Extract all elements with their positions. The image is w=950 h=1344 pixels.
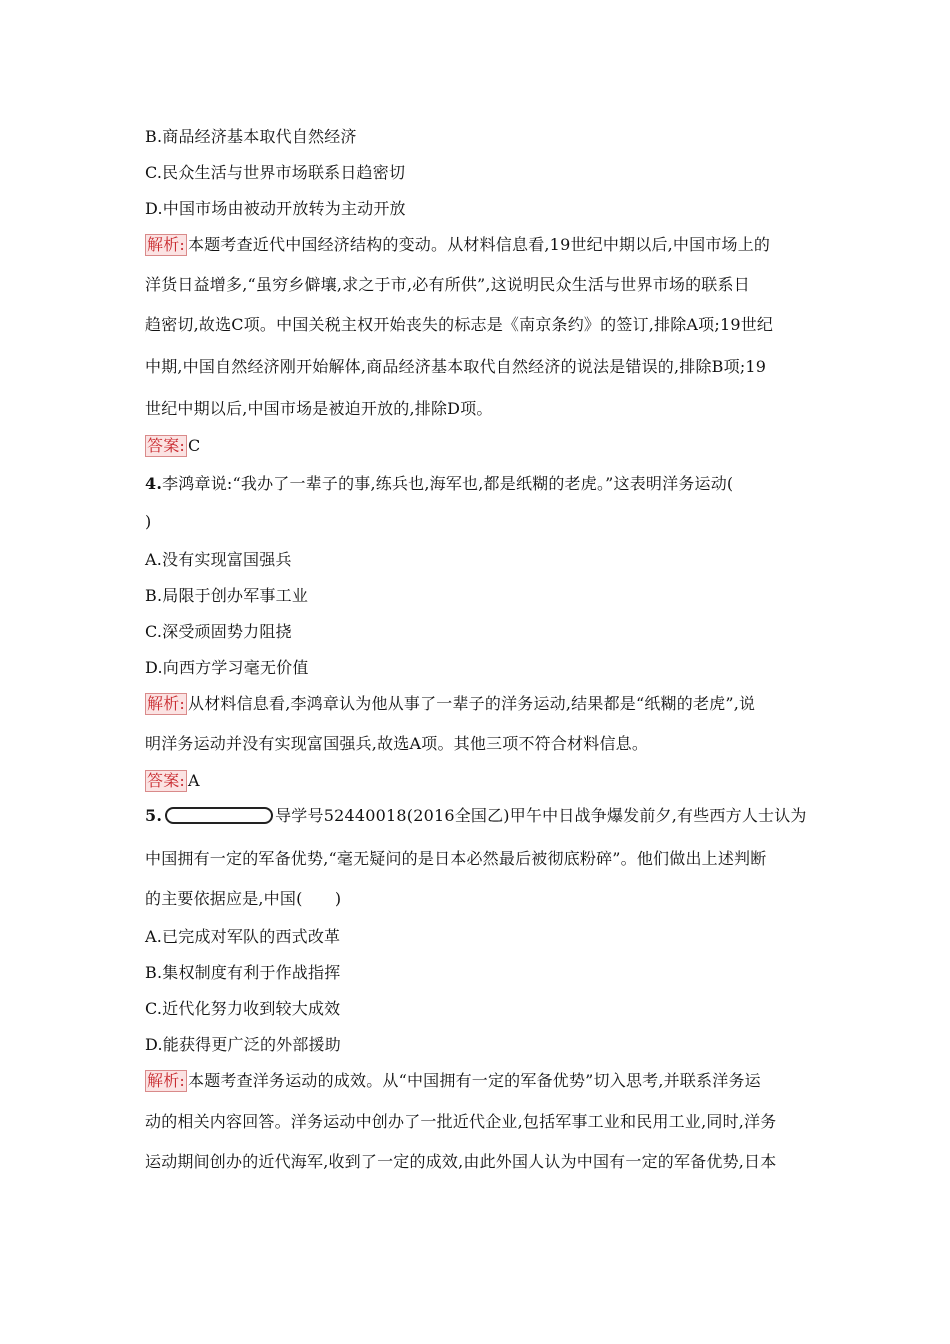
q5-analysis-line-1 xyxy=(145,1069,761,1093)
question-stem: 导学号52440018(2016全国乙)甲午中日战争爆发前夕,有些西方人士认为 xyxy=(275,806,807,825)
q5-option-c: C.近代化努力收到较大成效 xyxy=(145,999,341,1018)
q5-analysis-line-2: 动的相关内容回答。洋务运动中创办了一批近代企业,包括军事工业和民用工业,同时,洋务 xyxy=(145,1112,777,1131)
answer-value: A xyxy=(188,771,200,790)
answer-label: 答案: xyxy=(147,771,185,790)
q5-analysis-line-3: 运动期间创办的近代海军,收到了一定的成效,由此外国人认为中国有一定的军备优势,日本 xyxy=(145,1152,777,1171)
analysis-text: 本题考查近代中国经济结构的变动。从材料信息看,19世纪中期以后,中国市场上的 xyxy=(188,235,771,254)
question-stem: 李鸿章说:“我办了一辈子的事,练兵也,海军也,都是纸糊的老虎。”这表明洋务运动( xyxy=(162,474,734,493)
analysis-label: 解析: xyxy=(147,235,185,254)
q5-stem-line-3: 的主要依据应是,中国( ) xyxy=(145,889,342,908)
analysis-label: 解析: xyxy=(147,1071,185,1090)
q4-analysis-line-2: 明洋务运动并没有实现富国强兵,故选A项。其他三项不符合材料信息。 xyxy=(145,734,649,753)
q5-stem-line-1 xyxy=(145,804,807,828)
q3-option-c: C.民众生活与世界市场联系日趋密切 xyxy=(145,163,406,182)
guide-number-badge xyxy=(165,807,273,824)
q3-analysis-line-4: 中期,中国自然经济刚开始解体,商品经济基本取代自然经济的说法是错误的,排除B项;19 xyxy=(145,357,767,376)
q3-option-d: D.中国市场由被动开放转为主动开放 xyxy=(145,199,406,218)
q4-option-a: A.没有实现富国强兵 xyxy=(145,550,292,569)
q4-option-d: D.向西方学习毫无价值 xyxy=(145,658,309,677)
question-number: 4. xyxy=(145,474,163,493)
q3-analysis-line-3: 趋密切,故选C项。中国关税主权开始丧失的标志是《南京条约》的签订,排除A项;19世纪 xyxy=(145,315,774,334)
q5-stem-line-2: 中国拥有一定的军备优势,“毫无疑问的是日本必然最后被彻底粉碎”。他们做出上述判断 xyxy=(145,849,767,868)
q4-analysis-line-1 xyxy=(145,692,755,716)
q5-option-b: B.集权制度有利于作战指挥 xyxy=(145,963,341,982)
q4-stem-line-1 xyxy=(145,472,733,496)
q4-option-c: C.深受顽固势力阻挠 xyxy=(145,622,292,641)
question-number: 5. xyxy=(145,806,163,825)
q5-option-d: D.能获得更广泛的外部援助 xyxy=(145,1035,341,1054)
answer-value: C xyxy=(188,436,201,455)
analysis-text: 本题考查洋务运动的成效。从“中国拥有一定的军备优势”切入思考,并联系洋务运 xyxy=(188,1071,761,1090)
q3-analysis-line-5: 世纪中期以后,中国市场是被迫开放的,排除D项。 xyxy=(145,399,493,418)
q4-stem-line-2: ) xyxy=(145,512,152,531)
analysis-label: 解析: xyxy=(147,694,185,713)
q3-analysis-line-1 xyxy=(145,233,770,257)
answer-label: 答案: xyxy=(147,436,185,455)
q3-analysis-line-2: 洋货日益增多,“虽穷乡僻壤,求之于市,必有所供”,这说明民众生活与世界市场的联系日 xyxy=(145,275,750,294)
q4-option-b: B.局限于创办军事工业 xyxy=(145,586,309,605)
q4-answer xyxy=(145,769,200,793)
q5-option-a: A.已完成对军队的西式改革 xyxy=(145,927,341,946)
q3-answer xyxy=(145,434,200,458)
analysis-text: 从材料信息看,李鸿章认为他从事了一辈子的洋务运动,结果都是“纸糊的老虎”,说 xyxy=(188,694,756,713)
q3-option-b: B.商品经济基本取代自然经济 xyxy=(145,127,357,146)
